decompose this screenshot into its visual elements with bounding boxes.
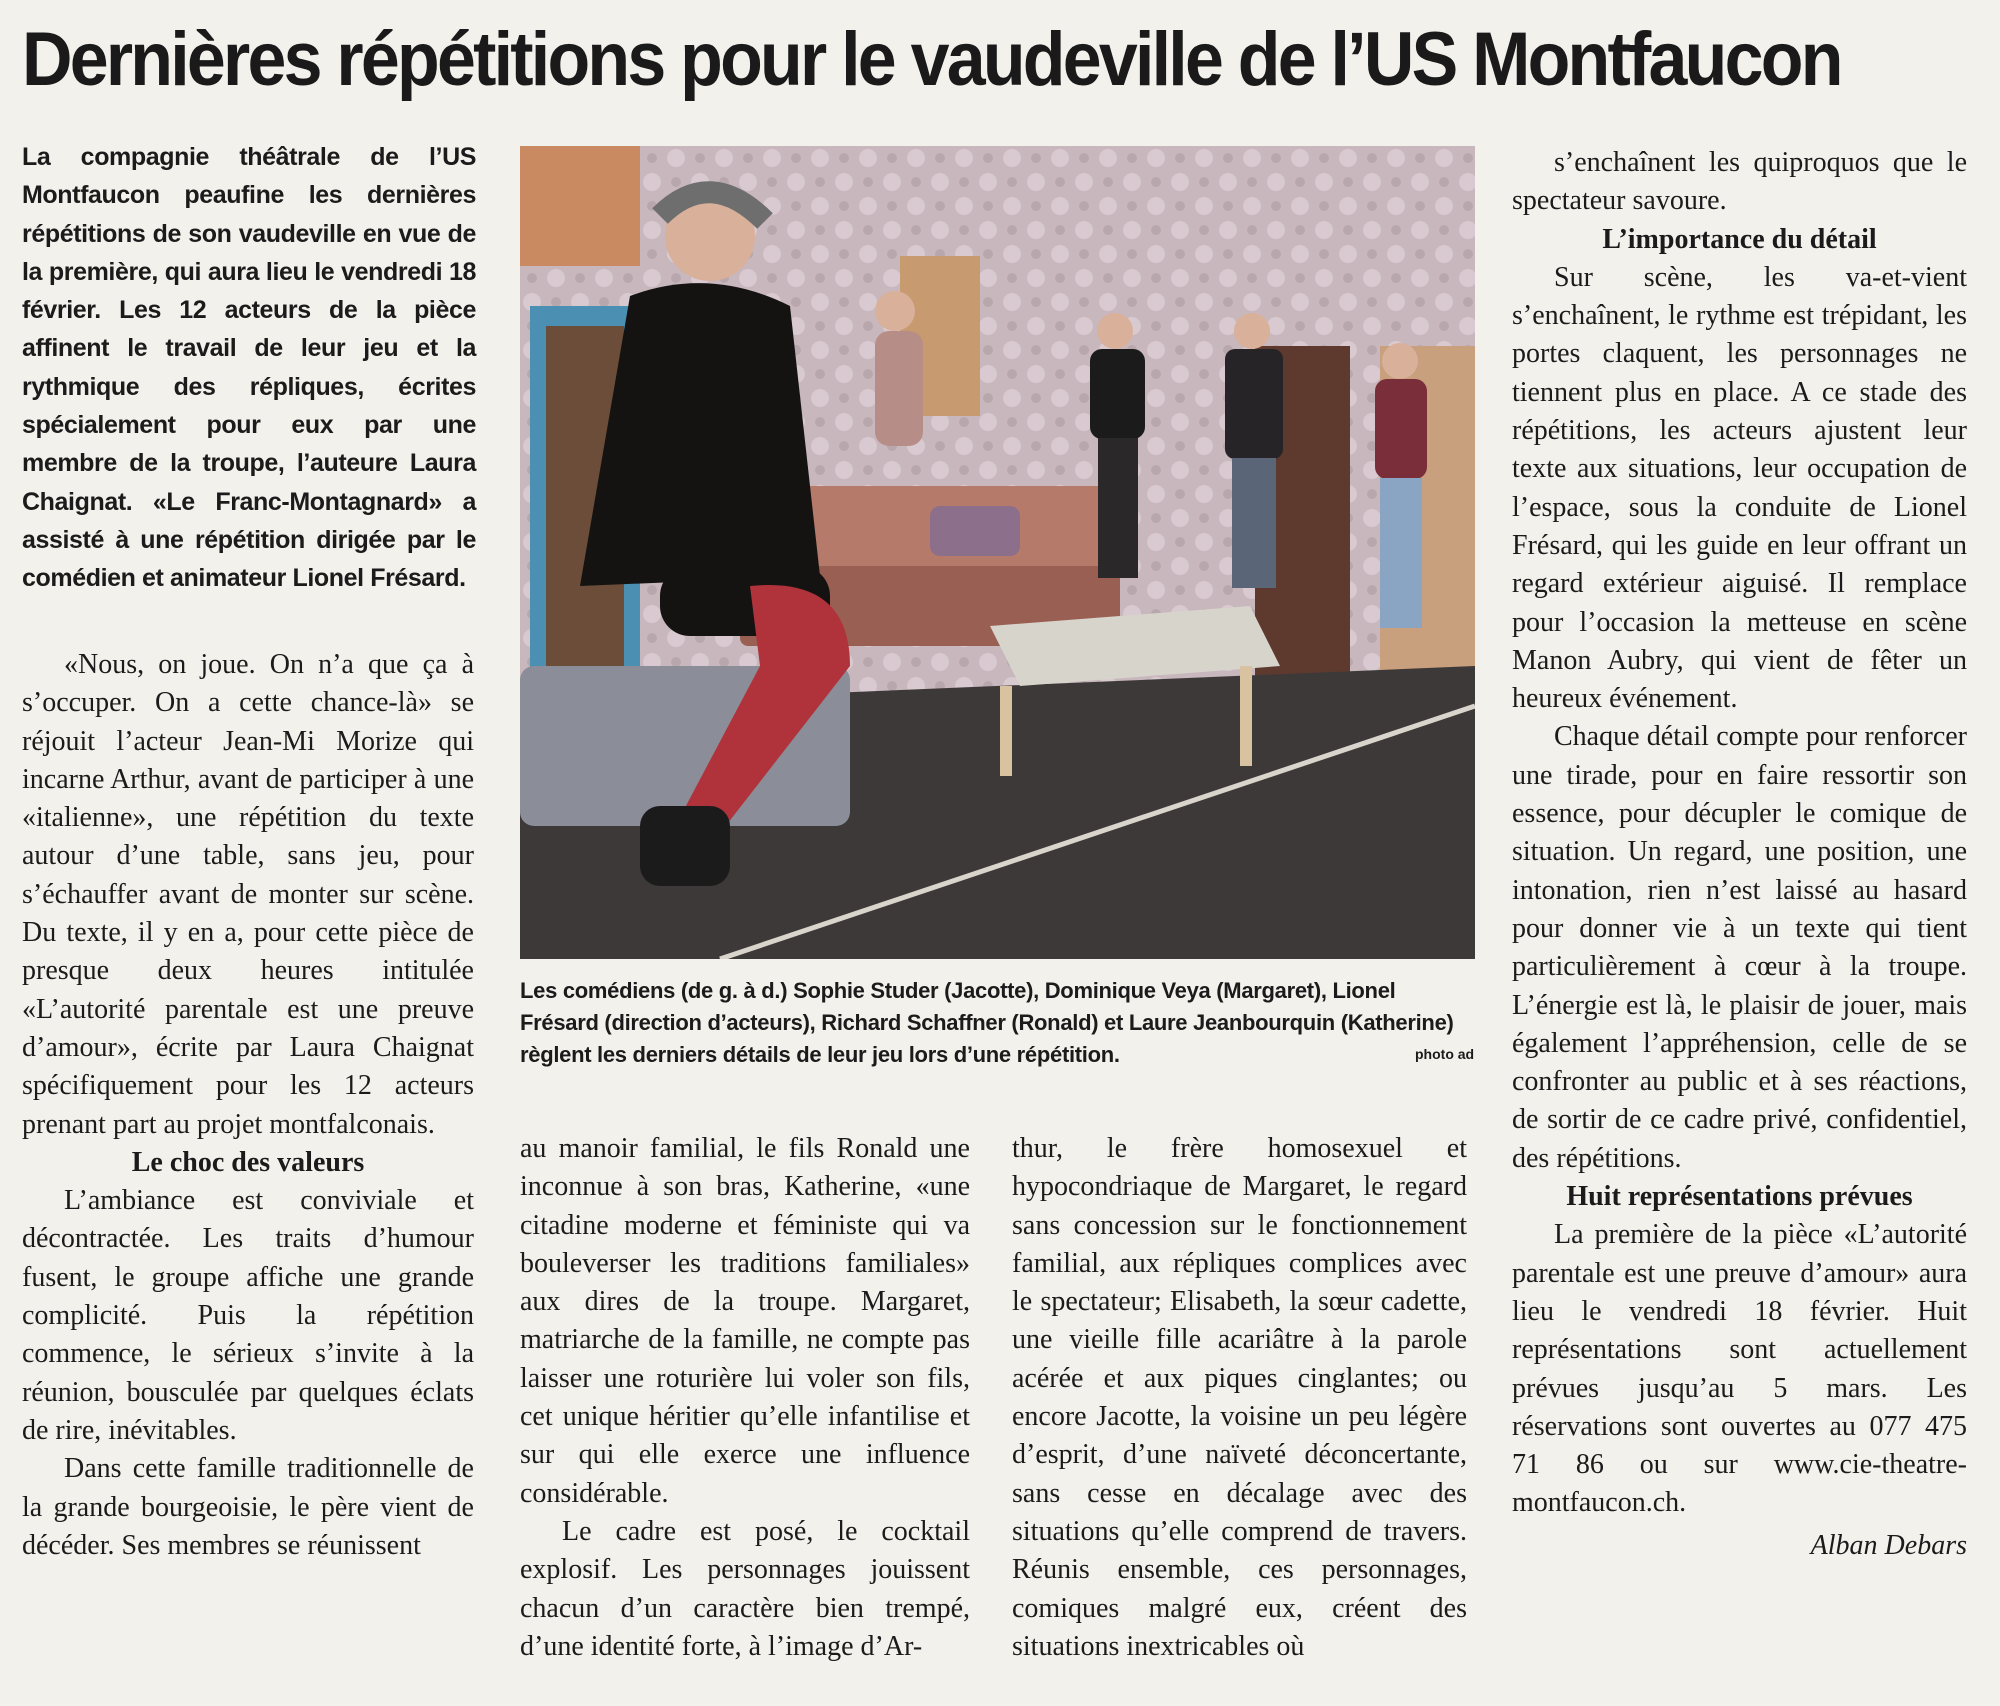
column-3 [1012, 1130, 1467, 1666]
column-1 [22, 646, 474, 1565]
subhead: L’importance du détail [1602, 223, 1877, 255]
body-paragraph: au manoir familial, le fils Ronald une inconnue à son bras, Katherine, «une citadine moderne et féministe qui va bouleverser les traditions familiales» aux dires de la troupe. Margaret, matriarche de la famille, ne compte pas laisser une roturière lui voler son fils, cet unique héritier qu’elle infantilise et sur qui elle exerce une influence considérable. [520, 1133, 970, 1509]
author-signature: Alban Debars [1810, 1529, 1967, 1561]
column-4 [1512, 144, 1967, 1565]
body-paragraph: Sur scène, les va-et-vient s’enchaînent, le rythme est trépidant, les portes claquent, les personnages ne tiennent plus en place. A ce stade des répétitions, les acteurs ajustent leur texte aux situations, leur occupation de l’espace, sous la conduite de Lionel Frésard, qui les guide en leur offrant un regard extérieur aiguisé. Il remplace pour l’occasion la metteuse en scène Manon Aubry, qui vient de fêter un heureux événement. [1512, 261, 1967, 715]
rehearsal-photo-illustration [520, 146, 1475, 959]
body-paragraph: L’ambiance est conviviale et décontractée. Les traits d’humour fusent, le groupe affiche une grande complicité. Puis la répétition commence, le sérieux s’invite à la réunion, bousculée par quelques éclats de rire, inévitables. [22, 1185, 474, 1446]
body-paragraph: thur, le frère homosexuel et hypocondriaque de Margaret, le regard sans concession sur le fonctionnement familial, aux répliques complices avec le spectateur; Elisabeth, la sœur cadette, une vieille fille acariâtre à la parole acérée et aux piques cinglantes; ou encore Jacotte, la voisine un peu légère d’esprit, d’une naïveté déconcertante, sans cesse en décalage avec des situations qu’elle comprend de travers. Réunis ensemble, ces personnages, comiques malgré eux, créent des situations inextricables où [1012, 1133, 1467, 1662]
subhead: Le choc des valeurs [131, 1146, 365, 1178]
lead-paragraph: La compagnie théâtrale de l’US Montfaucon peaufine les dernières répétitions de son vaudeville en vue de la première, qui aura lieu le vendredi 18 février. Les 12 acteurs de la pièce affinent le travail de leur jeu et la rythmique des répliques, écrites spécialement pour eux par une membre de la troupe, l’auteure Laura Chaignat. «Le Franc-Montagnard» a assisté à une répétition dirigée par le comédien et animateur Lionel Frésard. [22, 143, 476, 593]
photo-caption: Les comédiens (de g. à d.) Sophie Studer (Jacotte), Dominique Veya (Margaret), Lionel Frésard (direction d’acteurs), Richard Schaffner (Ronald) et Laure Jeanbourquin (Katherine) règlent les derniers détails de leur jeu lors d’une répétition. [520, 978, 1454, 1067]
headline: Dernières répétitions pour le vaudeville de l’US Montfaucon [22, 17, 1841, 102]
body-paragraph: «Nous, on joue. On n’a que ça à s’occuper. On a cette chance-là» se réjouit l’acteur Jean-Mi Morize qui incarne Arthur, avant de participer à une «italienne», une répétition du texte autour d’une table, sans jeu, pour s’échauffer avant de monter sur scène. Du texte, il y en a, pour cette pièce de presque deux heures intitulée «L’autorité parentale est une preuve d’amour», écrite par Laura Chaignat spécifiquement pour les 12 acteurs prenant part au projet montfalconais. [22, 649, 474, 1140]
body-paragraph: s’enchaînent les quiproquos que le spectateur savoure. [1512, 147, 1967, 217]
body-paragraph: Le cadre est posé, le cocktail explosif. Les personnages jouissent chacun d’un caractère bien trempé, d’une identité forte, à l’image d’Ar- [520, 1515, 970, 1662]
body-paragraph: La première de la pièce «L’autorité parentale est une preuve d’amour» aura lieu le vendredi 18 février. Huit représentations sont actuellement prévues jusqu’au 5 mars. Les réservations sont ouvertes au 077 475 71 86 ou sur www.cie-theatre-montfaucon.ch. [1512, 1219, 1967, 1519]
rehearsal-photo [520, 146, 1475, 959]
body-paragraph: Chaque détail compte pour renforcer une tirade, pour en faire ressortir son essence, pour décupler le comique de situation. Un regard, une position, une intonation, rien n’est laissé au hasard pour donner vie à un texte qui tient particulièrement à cœur à la troupe. L’énergie est là, le plaisir de jouer, mais également l’appréhension, celle de se confronter au public et à ses réactions, de sortir de ce cadre privé, confidentiel, des répétitions. [1512, 721, 1967, 1174]
column-2 [520, 1130, 970, 1666]
body-paragraph: Dans cette famille traditionnelle de la grande bourgeoisie, le père vient de décéder. Ses membres se réunissent [22, 1453, 474, 1561]
photo-credit: photo ad [1415, 1046, 1475, 1062]
subhead: Huit représentations prévues [1566, 1181, 1913, 1213]
